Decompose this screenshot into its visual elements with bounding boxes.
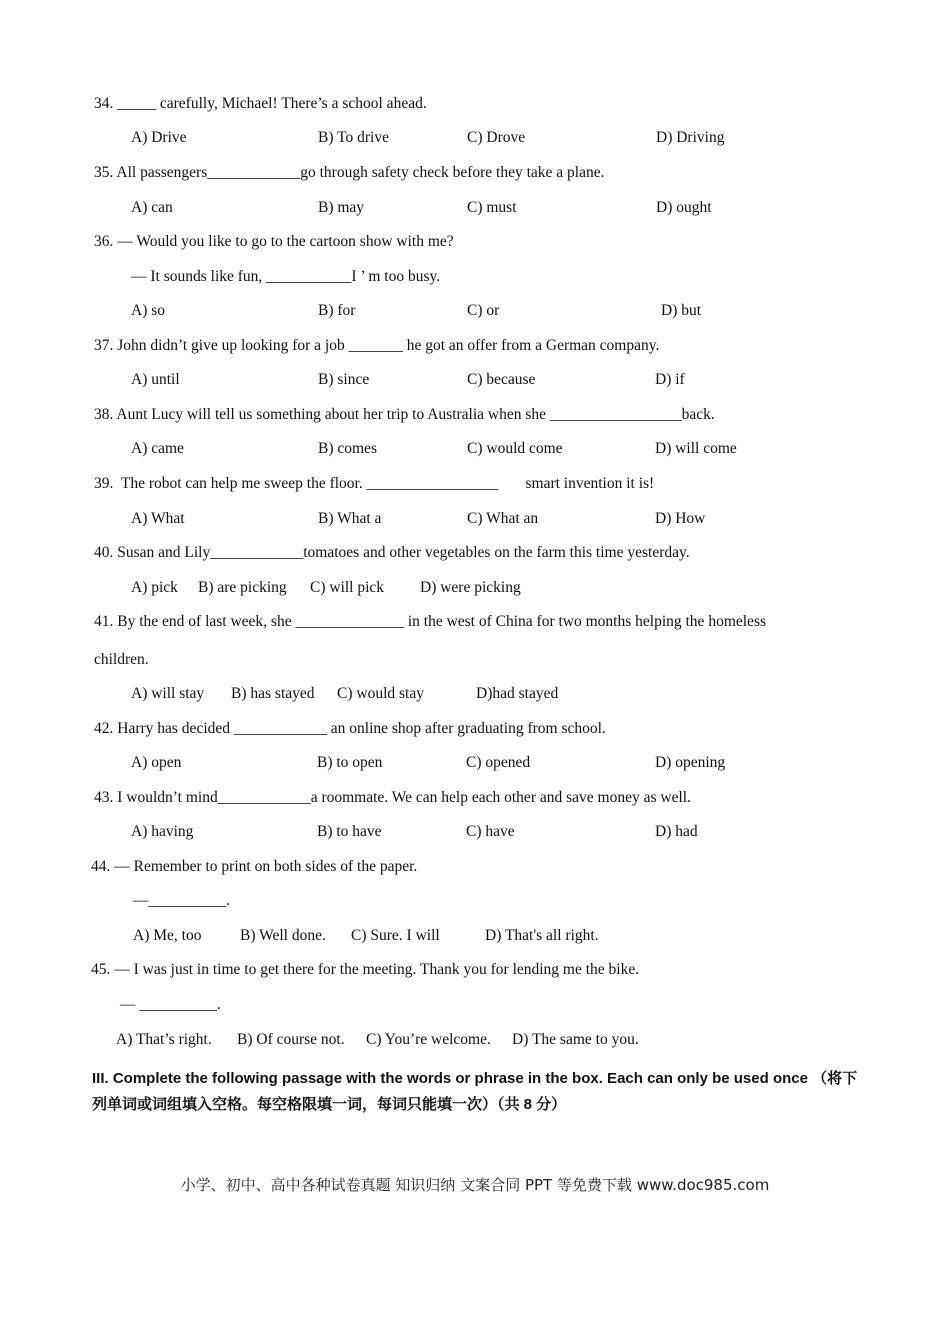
question-36-option-c: C) or: [467, 302, 500, 319]
question-37-option-a: A) until: [131, 371, 180, 388]
question-45-option-b: B) Of course not.: [237, 1031, 345, 1048]
question-36-option-a: A) so: [131, 302, 166, 319]
question-44-option-c: C) Sure. I will: [351, 927, 440, 944]
question-44-option-b: B) Well done.: [240, 927, 326, 944]
question-39-option-a: A) What: [131, 510, 185, 527]
question-45-reply: — __________.: [120, 996, 221, 1013]
question-36-option-d: D) but: [661, 302, 702, 319]
question-41-stem: 41. By the end of last week, she ______________ in the west of China for two months helping the homeless: [94, 613, 767, 630]
question-44-reply: —__________.: [133, 892, 230, 909]
question-45-option-a: A) That’s right.: [116, 1031, 212, 1048]
question-38-stem: 38. Aunt Lucy will tell us something about her trip to Australia when she _________________back.: [94, 406, 715, 423]
question-37-option-c: C) because: [467, 371, 536, 388]
question-40-option-a: A) pick: [131, 579, 178, 596]
question-39-option-d: D) How: [655, 510, 706, 527]
question-35-option-c: C) must: [467, 199, 517, 216]
question-43-stem: 43. I wouldn’t mind____________a roommate. We can help each other and save money as well.: [94, 789, 691, 806]
question-38-option-b: B) comes: [318, 440, 377, 457]
question-36-option-b: B) for: [318, 302, 356, 319]
question-44-stem: 44. — Remember to print on both sides of the paper.: [91, 858, 418, 875]
question-43-option-c: C) have: [466, 823, 515, 840]
question-34-stem: 34. _____ carefully, Michael! There’s a school ahead.: [94, 95, 427, 112]
question-41-option-b: B) has stayed: [231, 685, 315, 702]
question-37-option-d: D) if: [655, 371, 685, 388]
question-34-option-b: B) To drive: [318, 129, 389, 146]
question-38-option-d: D) will come: [655, 440, 737, 457]
question-36-stem: 36. — Would you like to go to the cartoon show with me?: [94, 233, 454, 250]
question-35-option-d: D) ought: [656, 199, 712, 216]
question-40-option-c: C) will pick: [310, 579, 385, 596]
question-38-option-a: A) came: [131, 440, 184, 457]
question-37-stem: 37. John didn’t give up looking for a job _______ he got an offer from a German company.: [94, 337, 660, 354]
question-42-option-a: A) open: [131, 754, 182, 771]
question-39-option-b: B) What a: [318, 510, 382, 527]
question-40-stem: 40. Susan and Lily____________tomatoes and other vegetables on the farm this time yesterday.: [94, 544, 690, 561]
question-42-option-d: D) opening: [655, 754, 726, 771]
question-37-option-b: B) since: [318, 371, 370, 388]
page-footer: 小学、初中、高中各种试卷真题 知识归纳 文案合同 PPT 等免费下载 www.doc985.com: [180, 1176, 770, 1194]
question-45-option-d: D) The same to you.: [512, 1031, 639, 1048]
question-42-option-b: B) to open: [317, 754, 383, 771]
question-41-option-a: A) will stay: [131, 685, 205, 702]
question-35-option-a: A) can: [131, 199, 173, 216]
question-45-option-c: C) You’re welcome.: [366, 1031, 491, 1048]
question-44-option-a: A) Me, too: [133, 927, 202, 944]
question-34-option-d: D) Driving: [656, 129, 725, 146]
question-43-option-a: A) having: [131, 823, 194, 840]
question-35-stem: 35. All passengers____________go through safety check before they take a plane.: [94, 164, 605, 181]
question-39-stem: 39. The robot can help me sweep the floor. _________________ smart invention it is!: [94, 475, 655, 492]
question-42-stem: 42. Harry has decided ____________ an online shop after graduating from school.: [94, 720, 606, 737]
question-41-option-c: C) would stay: [337, 685, 424, 702]
question-41-stem-continued: children.: [94, 651, 149, 668]
question-41-option-d: D)had stayed: [476, 685, 559, 702]
question-35-option-b: B) may: [318, 199, 365, 216]
question-39-option-c: C) What an: [467, 510, 539, 527]
question-42-option-c: C) opened: [466, 754, 531, 771]
question-43-option-d: D) had: [655, 823, 698, 840]
question-40-option-b: B) are picking: [198, 579, 287, 596]
question-36-reply: — It sounds like fun, ___________I ’ m too busy.: [131, 268, 441, 285]
question-34-option-a: A) Drive: [131, 129, 187, 146]
question-44-option-d: D) That's all right.: [485, 927, 599, 944]
question-45-stem: 45. — I was just in time to get there for the meeting. Thank you for lending me the bike.: [91, 961, 640, 978]
question-40-option-d: D) were picking: [420, 579, 521, 596]
question-43-option-b: B) to have: [317, 823, 382, 840]
question-38-option-c: C) would come: [467, 440, 563, 457]
section-3-heading: III. Complete the following passage with the words or phrase in the box. Each can only be used once （将下列单词或词组填入空格。每空格限填一词，每词只能填一次）（共 8 分）: [92, 1070, 858, 1113]
question-34-option-c: C) Drove: [467, 129, 526, 146]
